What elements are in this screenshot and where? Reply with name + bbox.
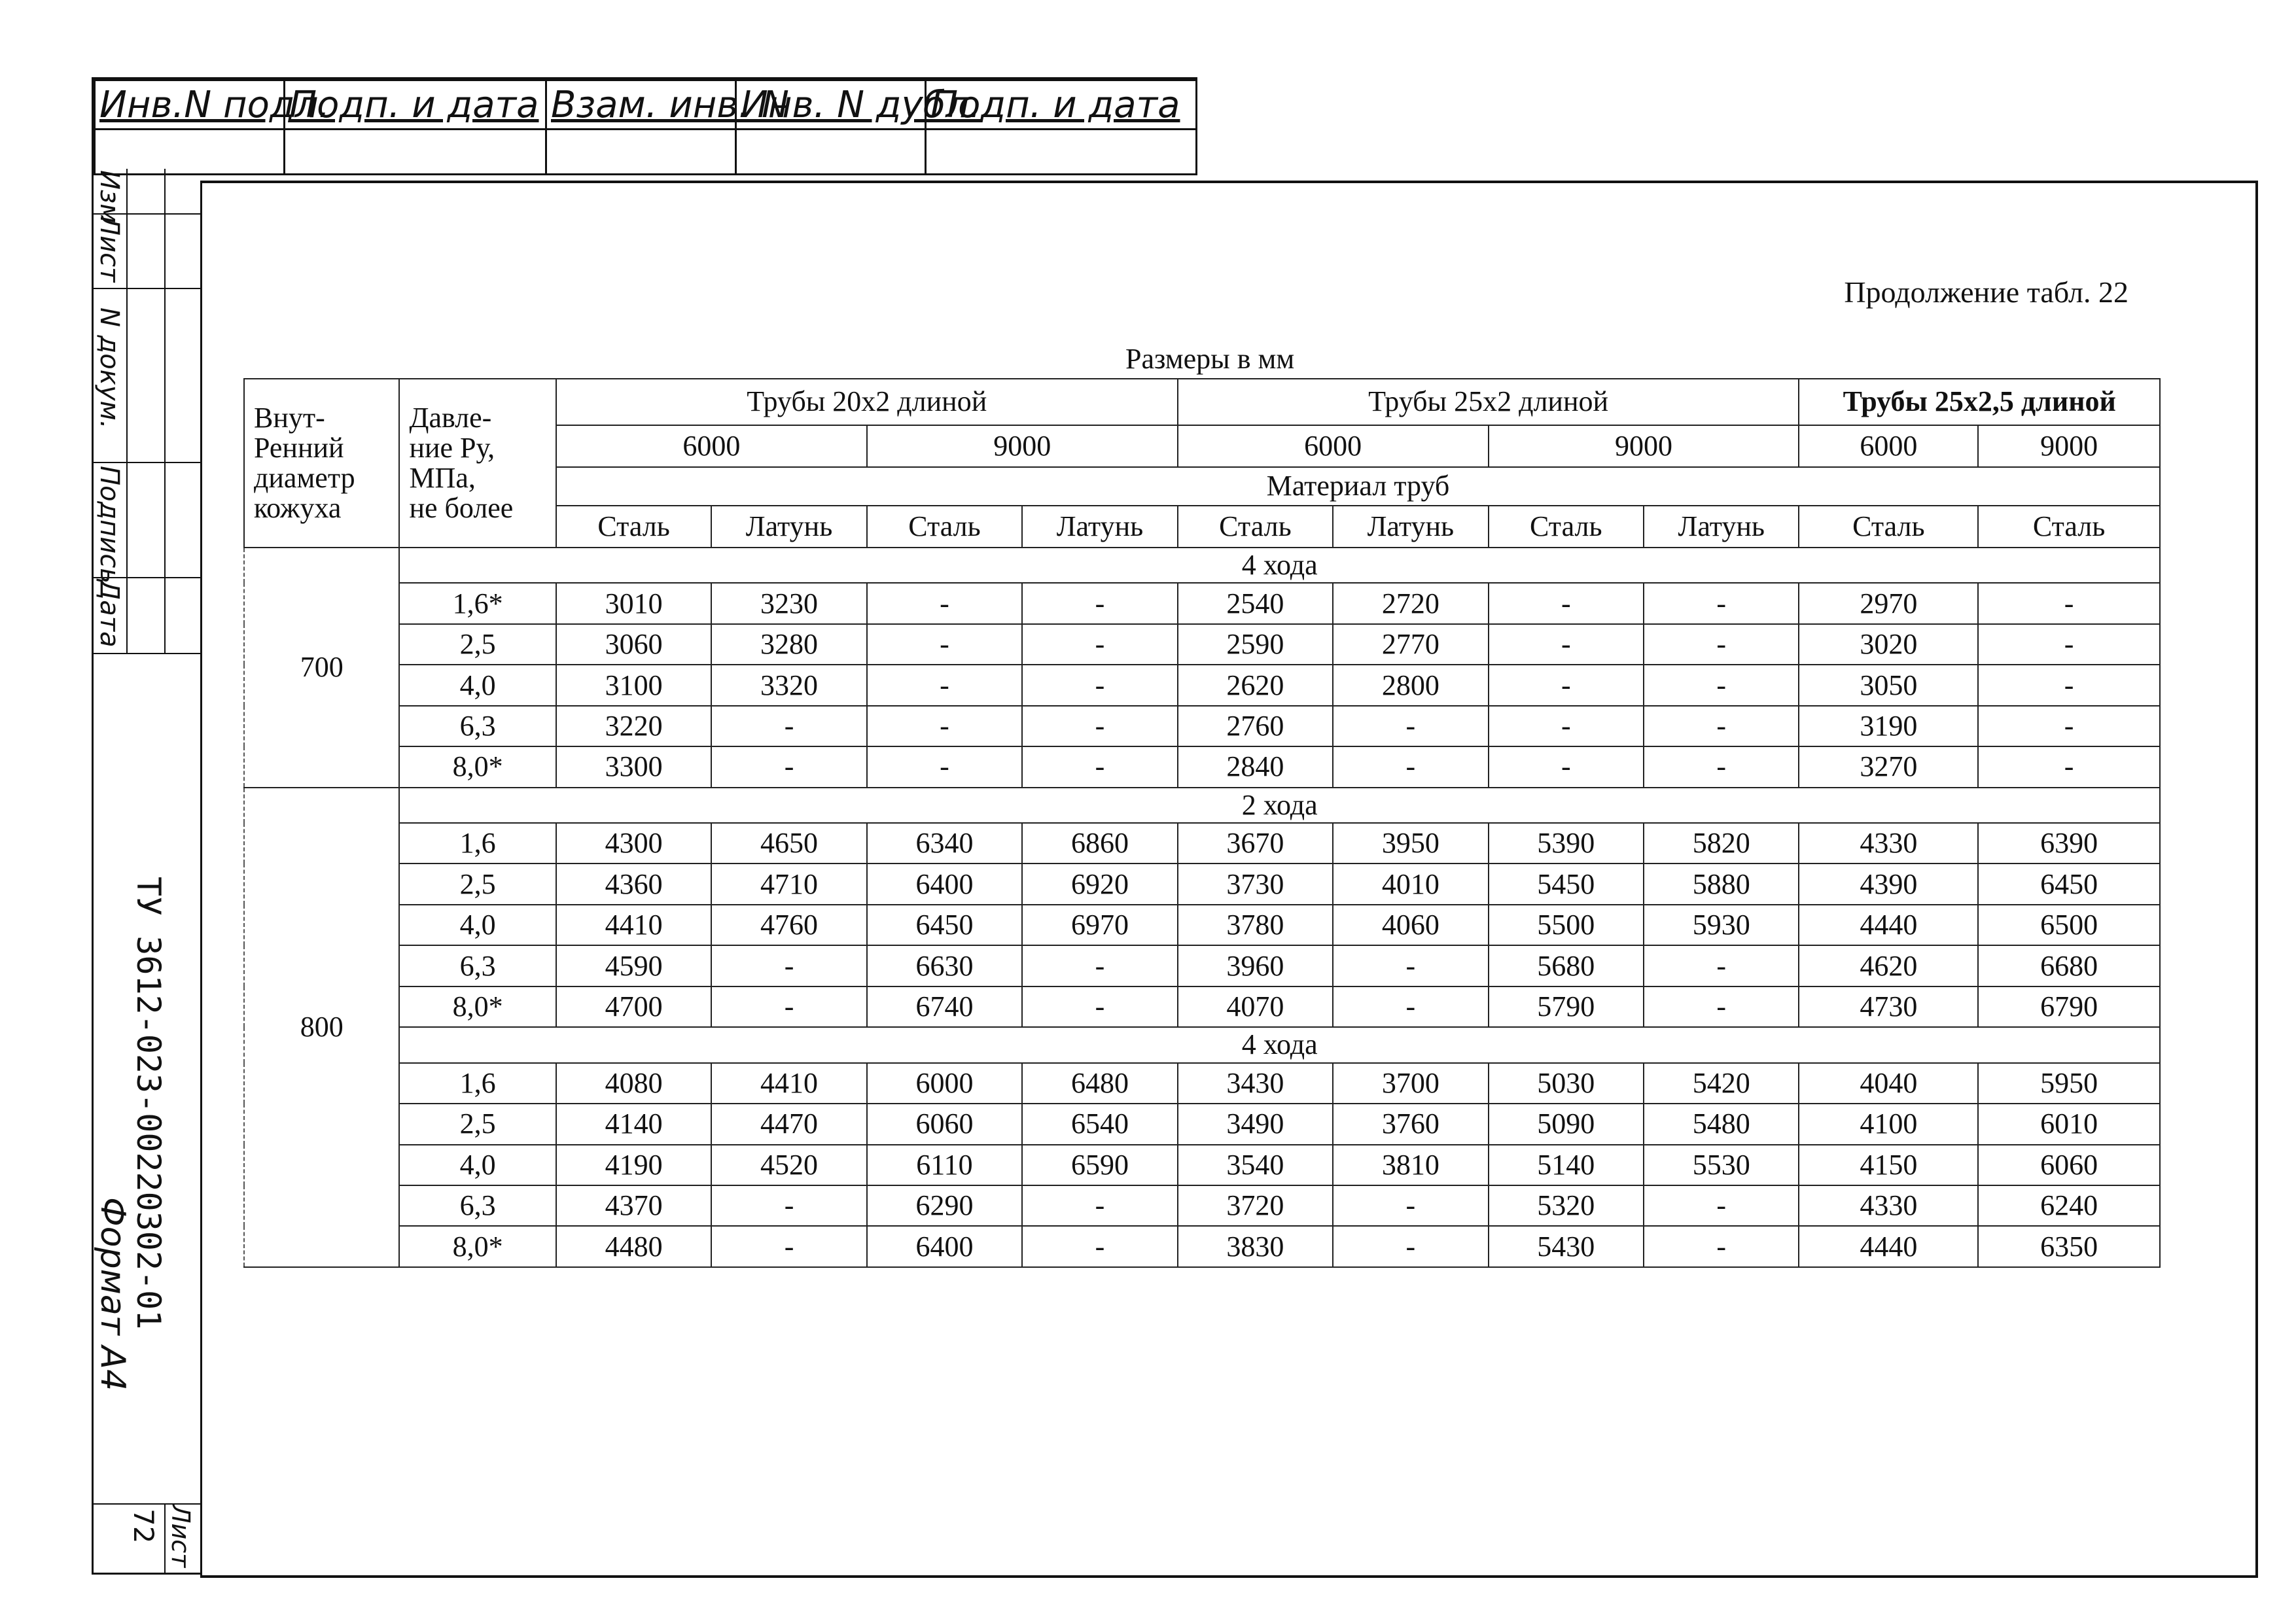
table-row: [244, 624, 2160, 665]
stamp-value-cell: [926, 130, 1197, 175]
mass-cell: 6290: [867, 1185, 1022, 1226]
table-row: [244, 746, 2160, 787]
mass-cell: -: [1333, 1226, 1488, 1267]
mass-cell: 6680: [1978, 945, 2160, 986]
passes-label: 4 хода: [399, 548, 2160, 583]
strip-podpis: Подпись: [94, 466, 124, 584]
mass-cell: 5500: [1489, 905, 1644, 945]
mass-cell: 4730: [1799, 986, 1978, 1027]
mass-cell: -: [1489, 665, 1644, 705]
mass-cell: -: [1022, 624, 1177, 665]
mass-cell: -: [711, 945, 866, 986]
table-row: [244, 1104, 2160, 1144]
mass-cell: 4440: [1799, 905, 1978, 945]
mass-cell: 6590: [1022, 1145, 1177, 1185]
mass-cell: 5820: [1644, 823, 1799, 864]
mass-cell: 4650: [711, 823, 866, 864]
mass-cell: 2620: [1178, 665, 1333, 705]
header-material-name: Сталь: [1799, 506, 1978, 548]
mass-cell: 2540: [1178, 583, 1333, 623]
mass-cell: -: [1333, 1185, 1488, 1226]
mass-cell: 4100: [1799, 1104, 1978, 1144]
mass-cell: 4150: [1799, 1145, 1978, 1185]
mass-cell: 3050: [1799, 665, 1978, 705]
pressure-cell: 6,3: [399, 1185, 556, 1226]
mass-cell: 6340: [867, 823, 1022, 864]
table-body: [244, 548, 2160, 1267]
header-group-20x2: Трубы 20х2 длиной: [556, 379, 1178, 425]
pressure-cell: 2,5: [399, 864, 556, 904]
mass-cell: 5090: [1489, 1104, 1644, 1144]
mass-cell: 6400: [867, 1226, 1022, 1267]
mass-cell: -: [1333, 706, 1488, 746]
mass-cell: 2770: [1333, 624, 1488, 665]
table-row: [244, 823, 2160, 864]
stamp-label-podp-data: Подп. и дата: [285, 80, 546, 130]
mass-cell: 4010: [1333, 864, 1488, 904]
strip-izm: Изм: [94, 170, 124, 224]
mass-cell: 5430: [1489, 1226, 1644, 1267]
mass-cell: -: [1022, 665, 1177, 705]
mass-cell: 5320: [1489, 1185, 1644, 1226]
table-continuation-title: Продолжение табл. 22: [1844, 275, 2128, 309]
mass-cell: 3810: [1333, 1145, 1488, 1185]
mass-cell: 6920: [1022, 864, 1177, 904]
mass-cell: 5680: [1489, 945, 1644, 986]
mass-cell: -: [867, 624, 1022, 665]
header-length: 6000: [1178, 425, 1489, 468]
mass-cell: 6970: [1022, 905, 1177, 945]
mass-cell: -: [1333, 986, 1488, 1027]
passes-label: 4 хода: [399, 1027, 2160, 1062]
header-material-name: Латунь: [1333, 506, 1488, 548]
mass-cell: 6450: [1978, 864, 2160, 904]
mass-cell: 5930: [1644, 905, 1799, 945]
mass-cell: 3700: [1333, 1063, 1488, 1104]
mass-cell: 6060: [867, 1104, 1022, 1144]
table-row: [244, 1185, 2160, 1226]
mass-cell: 2720: [1333, 583, 1488, 623]
mass-cell: 4480: [556, 1226, 711, 1267]
pressure-cell: 2,5: [399, 624, 556, 665]
mass-cell: -: [1644, 1226, 1799, 1267]
mass-cell: -: [711, 706, 866, 746]
table-row: [244, 905, 2160, 945]
mass-cell: 3270: [1799, 746, 1978, 787]
mass-cell: -: [1489, 624, 1644, 665]
mass-cell: 2840: [1178, 746, 1333, 787]
mass-cell: -: [1644, 665, 1799, 705]
table-row: [244, 583, 2160, 623]
pressure-cell: 1,6*: [399, 583, 556, 623]
mass-cell: 4330: [1799, 1185, 1978, 1226]
mass-cell: 4060: [1333, 905, 1488, 945]
mass-cell: 4370: [556, 1185, 711, 1226]
table-row: [244, 665, 2160, 705]
pressure-cell: 1,6: [399, 1063, 556, 1104]
header-length: 9000: [1489, 425, 1799, 468]
mass-cell: 3780: [1178, 905, 1333, 945]
stamp-label-podp-data-2: Подп. и дата: [926, 80, 1197, 130]
header-length: 6000: [1799, 425, 1978, 468]
mass-cell: 3960: [1178, 945, 1333, 986]
document-code: ТУ 3612-023-00220302-01: [130, 877, 168, 1330]
mass-cell: 6240: [1978, 1185, 2160, 1226]
mass-cell: 5450: [1489, 864, 1644, 904]
mass-cell: 6000: [867, 1063, 1022, 1104]
mass-cell: 3280: [711, 624, 866, 665]
mass-cell: -: [1333, 746, 1488, 787]
mass-cell: 5420: [1644, 1063, 1799, 1104]
mass-cell: -: [1978, 746, 2160, 787]
mass-cell: 4520: [711, 1145, 866, 1185]
mass-cell: -: [711, 746, 866, 787]
approval-stamp: [92, 77, 1197, 171]
mass-cell: 3670: [1178, 823, 1333, 864]
pressure-cell: 8,0*: [399, 1226, 556, 1267]
stamp-value-cell: [285, 130, 546, 175]
mass-cell: 6480: [1022, 1063, 1177, 1104]
mass-cell: 6390: [1978, 823, 2160, 864]
mass-cell: 3950: [1333, 823, 1488, 864]
table-row: [244, 1226, 2160, 1267]
mass-cell: -: [867, 665, 1022, 705]
sheet-label: Лист: [166, 1505, 195, 1568]
pressure-cell: 2,5: [399, 1104, 556, 1144]
mass-cell: -: [711, 986, 866, 1027]
mass-cell: 4710: [711, 864, 866, 904]
pressure-cell: 4,0: [399, 905, 556, 945]
mass-cell: 2800: [1333, 665, 1488, 705]
dimensions-table: [243, 378, 2161, 1268]
mass-cell: -: [1022, 583, 1177, 623]
stamp-label-inv-dubl: Инв. N дубл.: [736, 80, 926, 130]
header-length: 6000: [556, 425, 867, 468]
mass-cell: 4300: [556, 823, 711, 864]
mass-cell: 5880: [1644, 864, 1799, 904]
group-label-row: [244, 548, 2160, 583]
mass-cell: -: [1978, 706, 2160, 746]
mass-cell: -: [1489, 706, 1644, 746]
mass-cell: 4440: [1799, 1226, 1978, 1267]
mass-cell: 3230: [711, 583, 866, 623]
mass-cell: 5140: [1489, 1145, 1644, 1185]
mass-cell: 3730: [1178, 864, 1333, 904]
mass-cell: -: [1644, 624, 1799, 665]
pressure-cell: 8,0*: [399, 986, 556, 1027]
mass-cell: -: [1644, 746, 1799, 787]
group-label-row: [244, 1027, 2160, 1062]
mass-cell: 2970: [1799, 583, 1978, 623]
pressure-cell: 4,0: [399, 1145, 556, 1185]
header-length: 9000: [1978, 425, 2160, 468]
mass-cell: 6350: [1978, 1226, 2160, 1267]
mass-cell: 6110: [867, 1145, 1022, 1185]
mass-cell: 4620: [1799, 945, 1978, 986]
mass-cell: -: [1644, 706, 1799, 746]
mass-cell: 4760: [711, 905, 866, 945]
mass-cell: 4330: [1799, 823, 1978, 864]
mass-cell: 5530: [1644, 1145, 1799, 1185]
mass-cell: 3100: [556, 665, 711, 705]
mass-cell: -: [1978, 624, 2160, 665]
mass-cell: 4080: [556, 1063, 711, 1104]
mass-cell: -: [1489, 583, 1644, 623]
header-material-name: Сталь: [1178, 506, 1333, 548]
mass-cell: 6790: [1978, 986, 2160, 1027]
header-diameter: Внут- Ренний диаметр кожуха: [244, 379, 399, 548]
mass-cell: 6740: [867, 986, 1022, 1027]
mass-cell: 4470: [711, 1104, 866, 1144]
mass-cell: -: [1644, 583, 1799, 623]
mass-cell: 5480: [1644, 1104, 1799, 1144]
mass-cell: -: [1644, 1185, 1799, 1226]
mass-cell: 5790: [1489, 986, 1644, 1027]
mass-cell: -: [1644, 986, 1799, 1027]
stamp-value-cell: [546, 130, 736, 175]
mass-cell: 6400: [867, 864, 1022, 904]
mass-cell: -: [1978, 583, 2160, 623]
header-material-name: Латунь: [1644, 506, 1799, 548]
mass-cell: -: [867, 706, 1022, 746]
strip-n-dokum: N докум.: [94, 307, 124, 429]
mass-cell: 3220: [556, 706, 711, 746]
mass-cell: -: [1022, 746, 1177, 787]
mass-cell: 3540: [1178, 1145, 1333, 1185]
mass-cell: -: [1333, 945, 1488, 986]
pressure-cell: 8,0*: [399, 746, 556, 787]
header-material-name: Латунь: [1022, 506, 1177, 548]
header-material-name: Сталь: [556, 506, 711, 548]
mass-cell: 3010: [556, 583, 711, 623]
stamp-value-cell: [736, 130, 926, 175]
mass-cell: -: [867, 746, 1022, 787]
sheet-number: 72: [128, 1509, 160, 1544]
mass-cell: 3430: [1178, 1063, 1333, 1104]
mass-cell: 3760: [1333, 1104, 1488, 1144]
mass-cell: 3190: [1799, 706, 1978, 746]
mass-cell: 2590: [1178, 624, 1333, 665]
mass-cell: 4410: [711, 1063, 866, 1104]
mass-cell: -: [1644, 945, 1799, 986]
mass-cell: -: [1978, 665, 2160, 705]
mass-cell: 3020: [1799, 624, 1978, 665]
mass-cell: -: [711, 1185, 866, 1226]
table-row: [244, 706, 2160, 746]
table-row: [244, 986, 2160, 1027]
mass-cell: 3830: [1178, 1226, 1333, 1267]
header-group-25x2: Трубы 25х2 длиной: [1178, 379, 1799, 425]
mass-cell: 6450: [867, 905, 1022, 945]
pressure-cell: 1,6: [399, 823, 556, 864]
mass-cell: 6860: [1022, 823, 1177, 864]
header-material-name: Сталь: [1489, 506, 1644, 548]
mass-cell: 6010: [1978, 1104, 2160, 1144]
pressure-cell: 4,0: [399, 665, 556, 705]
mass-cell: 4410: [556, 905, 711, 945]
header-group-25x25: Трубы 25х2,5 длиной: [1799, 379, 2160, 425]
mass-cell: -: [1022, 1226, 1177, 1267]
mass-cell: 6060: [1978, 1145, 2160, 1185]
mass-cell: 4390: [1799, 864, 1978, 904]
mass-cell: 5030: [1489, 1063, 1644, 1104]
mass-cell: 3300: [556, 746, 711, 787]
mass-cell: 4140: [556, 1104, 711, 1144]
mass-cell: 4070: [1178, 986, 1333, 1027]
mass-cell: 3060: [556, 624, 711, 665]
mass-cell: 3720: [1178, 1185, 1333, 1226]
mass-cell: -: [711, 1226, 866, 1267]
header-material-name: Латунь: [711, 506, 866, 548]
header-material-name: Сталь: [867, 506, 1022, 548]
stamp-value-cell: [95, 130, 285, 175]
header-pressure: Давле- ние Ру, МПа, не более: [399, 379, 556, 548]
mass-cell: 5390: [1489, 823, 1644, 864]
mass-cell: 6630: [867, 945, 1022, 986]
strip-list: Лист: [94, 216, 124, 283]
pressure-cell: 6,3: [399, 945, 556, 986]
stamp-label-vzam-inv: Взам. инв. N: [546, 80, 736, 130]
table-row: [244, 1063, 2160, 1104]
mass-cell: 4700: [556, 986, 711, 1027]
table-row: [244, 945, 2160, 986]
mass-cell: -: [1022, 706, 1177, 746]
mass-cell: -: [1489, 746, 1644, 787]
table-row: [244, 864, 2160, 904]
passes-label: 2 хода: [399, 788, 2160, 823]
stamp-label-inv-podl: Инв.N подл.: [95, 80, 285, 130]
strip-data: Дата: [94, 580, 124, 648]
mass-cell: 6540: [1022, 1104, 1177, 1144]
mass-cell: 6500: [1978, 905, 2160, 945]
mass-cell: 4360: [556, 864, 711, 904]
header-material: Материал труб: [556, 467, 2160, 505]
mass-cell: 4040: [1799, 1063, 1978, 1104]
mass-cell: 5950: [1978, 1063, 2160, 1104]
mass-cell: 4590: [556, 945, 711, 986]
mass-cell: -: [1022, 986, 1177, 1027]
units-caption: Размеры в мм: [1125, 343, 1295, 375]
diameter-cell: 700: [244, 548, 399, 788]
mass-cell: -: [867, 583, 1022, 623]
diameter-cell: 800: [244, 788, 399, 1267]
group-label-row: [244, 788, 2160, 823]
mass-cell: 3490: [1178, 1104, 1333, 1144]
mass-cell: 2760: [1178, 706, 1333, 746]
table-row: [244, 1145, 2160, 1185]
header-material-name: Сталь: [1978, 506, 2160, 548]
pressure-cell: 6,3: [399, 706, 556, 746]
mass-cell: 3320: [711, 665, 866, 705]
format-label: Формат А4: [93, 1197, 132, 1391]
mass-cell: 4190: [556, 1145, 711, 1185]
mass-cell: -: [1022, 1185, 1177, 1226]
header-length: 9000: [867, 425, 1178, 468]
mass-cell: -: [1022, 945, 1177, 986]
